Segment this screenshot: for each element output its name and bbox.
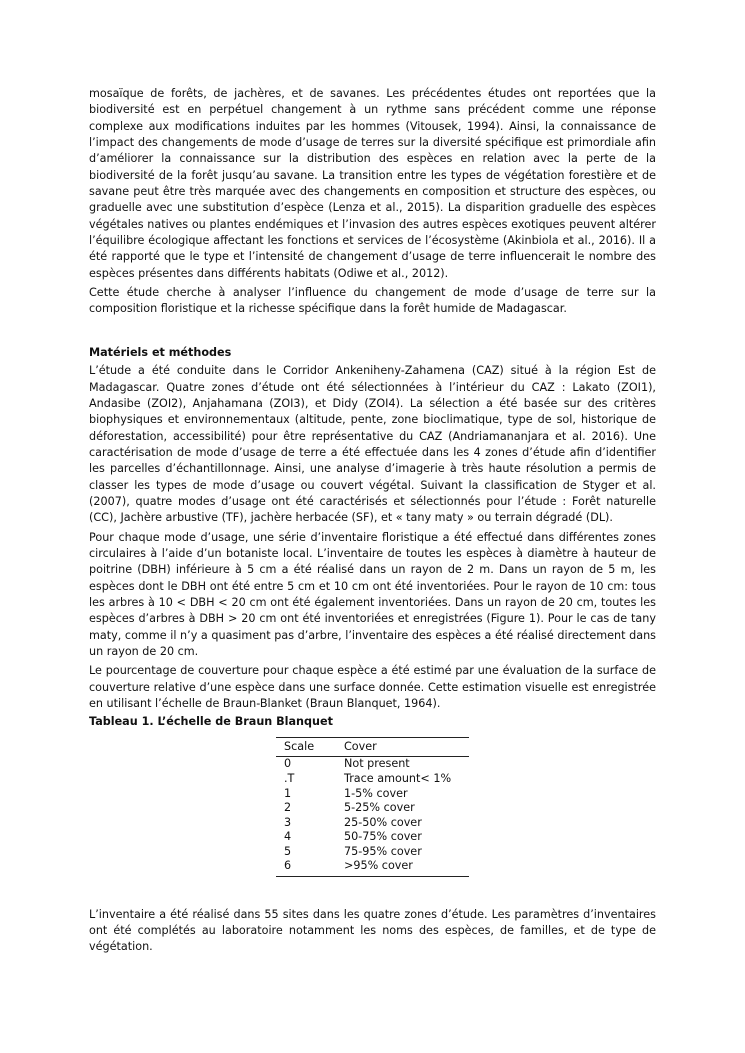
table-header-cover: Cover <box>336 737 469 757</box>
methods-paragraph-2: Pour chaque mode d’usage, une série d’inventaire floristique a été effectué dans différentes zones circulaires à l’aide d’un botaniste local. L’inventaire de toutes les espèces à diamètre à hauteur de poitrine (DBH) inférieure à 5 cm a été réalisé dans un rayon de 2 m. Dans un rayon de 5 m, les espèces dont le DBH ont été entre 5 cm et 10 cm ont été inventoriées. Pour le rayon de 10 cm: tous les arbres à 10 < DBH < 20 cm ont été également inventoriées. Dans un rayon de 20 cm, toutes les espèces d’arbres à DBH > 20 cm ont été inventoriées et enregistrées (Figure 1). Pour le cas de tany maty, comme il n’y a quasiment pas d’arbre, l’inventaire des espèces a été réalisé directement dans un rayon de 20 cm. <box>89 530 656 658</box>
table-cell-cover: 1-5% cover <box>344 786 408 800</box>
table-row <box>276 772 469 787</box>
braun-blanquet-table <box>276 737 469 877</box>
table-cell-cover: Not present <box>344 757 410 771</box>
table-row <box>276 816 469 831</box>
methods-paragraph-1: L’étude a été conduite dans le Corridor Ankeniheny-Zahamena (CAZ) situé à la région Est de Madagascar. Quatre zones d’étude ont été sélectionnées à l’intérieur du CAZ : Lakato (ZOI1), Andasibe (ZOI2), Anjahamana (ZOI3), et Didy (ZOI4). La sélection a été basée sur des critères biophysiques et environnementaux (altitude, pente, zone bioclimatique, type de sol, historique de déforestation, accessibilité) pour être représentative du CAZ (Andriamananjara et al. 2016). Une caractérisation de mode d’usage de terre a été effectuée dans les 4 zones d’étude afin d’identifier les parcelles d’échantillonnage. Ainsi, une analyse d’imagerie à très haute résolution a permis de classer les types de mode d’usage ou couvert végétal. Suivant la classification de Styger et al. (2007), quatre modes d’usage ont été caractérisés et sélectionnés pour l’étude : Forêt naturelle (CC), Jachère arbustive (TF), jachère herbacée (SF), et « tany maty » ou terrain dégradé (DL). <box>89 364 656 525</box>
table-cell-cover: 50-75% cover <box>344 830 422 844</box>
table-container <box>89 735 656 877</box>
table-cell-cover: Trace amount< 1% <box>344 771 452 785</box>
table-row <box>276 859 469 876</box>
section-heading-methods: Matériels et méthodes <box>89 345 232 359</box>
table-cell-scale: 0 <box>284 757 292 771</box>
methods-paragraph-3: Le pourcentage de couverture pour chaque espèce a été estimé par une évaluation de la surface de couverture relative d’une espèce dans une surface donnée. Cette estimation visuelle est enregistrée en utilisant l’échelle de Braun-Blanket (Braun Blanquet, 1964). <box>89 664 656 711</box>
table-cell-scale: 5 <box>284 844 292 858</box>
table-cell-scale: 1 <box>284 786 292 800</box>
table-row <box>276 787 469 802</box>
table-header-row <box>276 737 469 757</box>
intro-paragraph-1: mosaïque de forêts, de jachères, et de savanes. Les précédentes études ont reportées que la biodiversité est en perpétuel changement à un rythme sans précédent comme une réponse complexe aux modifications induites par les hommes (Vitousek, 1994). Ainsi, la connaissance de l’impact des changements de mode d’usage de terres sur la diversité spécifique est primordiale afin d’améliorer la connaissance sur la distribution des espèces en relation avec la perte de la biodiversité de la forêt jusqu’au savane. La transition entre les types de végétation forestière et de savane peut être très marquée avec des changements en composition et structure des espèces, ou graduelle avec une substitution d’espèce (Lenza et al., 2015). La disparition graduelle des espèces végétales natives ou plantes endémiques et l’invasion des autres espèces exotiques peuvent altérer l’équilibre écologique affectant les fonctions et services de l’écosystème (Akinbiola et al., 2016). Il a été rapporté que le type et l’intensité de changement d’usage de terre influencerait le nombre des espèces présentes dans différents habitats (Odiwe et al., 2012). <box>89 87 656 280</box>
table-cell-scale: 3 <box>284 815 292 829</box>
table-header-scale: Scale <box>276 737 336 757</box>
table-cell-scale: .T <box>284 771 295 785</box>
table-cell-scale: 6 <box>276 859 336 876</box>
table-row <box>276 801 469 816</box>
table-cell-cover: 75-95% cover <box>344 844 422 858</box>
table-cell-cover: 25-50% cover <box>344 815 422 829</box>
table-caption: Tableau 1. L’échelle de Braun Blanquet <box>89 715 333 729</box>
table-cell-scale: 2 <box>284 801 292 815</box>
table-row <box>276 830 469 845</box>
table-row <box>276 845 469 860</box>
intro-paragraph-2: Cette étude cherche à analyser l’influence du changement de mode d’usage de terre sur la composition floristique et la richesse spécifique dans la forêt humide de Madagascar. <box>89 286 656 316</box>
table-cell-scale: 4 <box>284 830 292 844</box>
document-page <box>89 86 656 956</box>
table-cell-cover: >95% cover <box>336 859 469 876</box>
table-row <box>276 757 469 772</box>
methods-paragraph-4: L’inventaire a été réalisé dans 55 sites dans les quatre zones d’étude. Les paramètres d’inventaires ont été complétés au laboratoire notamment les noms des espèces, de familles, et de type de végétation. <box>89 907 656 954</box>
table-cell-cover: 5-25% cover <box>344 801 415 815</box>
